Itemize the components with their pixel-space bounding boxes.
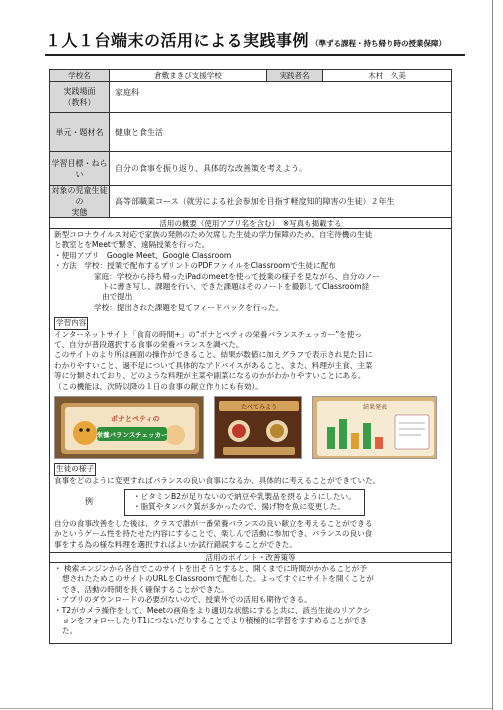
points-heading: 活用のポイント・改善策等 xyxy=(50,552,451,563)
content-section xyxy=(54,317,448,392)
content-line: て、自分が普段選択する食事の栄養バランスを調べた。 xyxy=(54,340,244,350)
example-line: ・脂質やタンパク質が多かったので、揚げ物を魚に変更した。 xyxy=(133,502,345,512)
food-select-screenshot xyxy=(214,396,302,459)
point-line: た。 xyxy=(62,626,78,636)
food-select-image xyxy=(215,397,302,459)
overview-intro-line: 新型コロナウイルス対応で家族の発熱のため欠席した生徒の学力保障のため、自宅待機の生徒 xyxy=(54,230,373,239)
content-line: わかりやすいこと、過不足について具体的なアドバイスがあること、また、料理が主食、主菜 xyxy=(54,360,373,370)
example-line: ・ビタミンB2が足りないので納豆や乳製品を摂るようにしたい。 xyxy=(133,491,356,501)
app-line: ・使用アプリ Google Meet、Google Classroom xyxy=(54,250,232,260)
target-row xyxy=(50,186,451,218)
scene-value: 家庭科 xyxy=(115,88,139,97)
food-card-text: たべてみよう xyxy=(240,404,278,412)
target-label-line2: 実態 xyxy=(71,208,88,217)
practice-sheet xyxy=(49,69,452,644)
header-row xyxy=(50,70,451,82)
target-value: 高等部職業コース（就労による社会参加を目指す軽度知的障害の生徒）２年生 xyxy=(115,197,395,206)
point-line: ・ 検索エンジンから各自でこのサイトを出そうとすると、開くまでに時間がかかることが予 xyxy=(54,563,367,573)
scene-label xyxy=(50,82,110,112)
unit-label: 単元・題材名 xyxy=(50,113,110,151)
example-block xyxy=(54,489,448,516)
overview-body xyxy=(50,229,451,552)
scene-row xyxy=(50,82,451,113)
student-line: 事をする為の様な料理を選択すればよいか試行錯誤することができた。 xyxy=(54,539,297,549)
page-bottom-edge xyxy=(0,708,492,709)
content-tag: 学習内容 xyxy=(54,317,88,329)
unit-value: 健康と食生活 xyxy=(115,127,163,137)
target-label-line1: 対象の児童生徒の xyxy=(51,186,108,206)
scene-label-line2: （教科） xyxy=(63,98,96,107)
student-line: 食事をどのように変更すればバランスの良い食事になるか、具体的に考えることができていた。 xyxy=(54,475,381,485)
result-image xyxy=(313,397,437,459)
point-line: ・アプリのダウンロードの必要がないので、授業外での活用も期待できる。 xyxy=(54,595,312,605)
school-label: 学校名 xyxy=(50,70,110,81)
result-title-text: 結果発表 xyxy=(362,404,388,412)
goal-value: 自分の食事を振り返り、具体的な改善策を考えよう。 xyxy=(115,164,307,173)
goal-label: 学習目標・ねらい xyxy=(50,152,110,185)
goal-row xyxy=(50,152,451,186)
unit-row xyxy=(50,113,451,152)
point-line: でき、活動の時間を長く確保することができた。 xyxy=(62,584,229,594)
person-label: 実践者名 xyxy=(267,70,323,81)
student-line: 自分の食事改善をした後は、クラスで誰が一番栄養バランスの良い献立を考えることができる xyxy=(54,518,373,528)
content-line: （この機能は、次時以降の１日の食事の献立作りにも有効）。 xyxy=(54,381,263,391)
student-line: かというゲーム性を持たせた内容にすることで、楽しんで活動に参加でき、バランスの良い食 xyxy=(54,529,373,539)
point-line: ・T2がカメラ操作をして、Meetの画角をより適切な状態にすると共に、該当生徒のリアクシ xyxy=(54,605,371,615)
title-main: １人１台端末の活用による実践事例 xyxy=(45,31,310,50)
page-title xyxy=(45,28,465,56)
game-title-text: 栄養バランスチェッカー xyxy=(96,431,168,440)
overview-heading: 活用の概要（使用アプリ名を含む） ※写真も掲載する xyxy=(50,218,451,229)
points-body xyxy=(50,563,451,643)
example-label: 例 xyxy=(85,497,93,507)
method-line: トに書き写し、課題を行い、できた課題はそのノートを撮影してClassroom経 xyxy=(102,282,370,292)
page-edge xyxy=(492,0,493,710)
target-label xyxy=(50,186,110,217)
title-sub: （準ずる課程・持ち帰り時の授業保障） xyxy=(311,39,447,48)
content-line: インターネットサイト「食育の時間+」の“ポナとペティの栄養バランスチェッカー”を使っ xyxy=(54,329,362,339)
checker-title-screenshot xyxy=(54,396,204,459)
game-logo-text: ポナとペティの xyxy=(111,415,160,424)
student-section xyxy=(54,463,448,550)
checker-title-image xyxy=(55,397,204,459)
student-tag: 生徒の様子 xyxy=(54,463,96,475)
scene-label-line1: 実践場面 xyxy=(63,87,96,96)
result-screenshot xyxy=(312,396,437,459)
screenshot-strip xyxy=(54,396,448,461)
point-line: 想されたためこのサイトのURLをClassroomで配布した。よってすぐにサイトを開くことが xyxy=(62,574,374,584)
person-name: 木村 久美 xyxy=(368,71,406,80)
example-box xyxy=(124,489,365,516)
point-line: ョンをフォローしたりT1につないだりすることでより積極的に学習をすすめることができ xyxy=(62,615,368,625)
overview-intro-line: と教室とをMeetで繋ぎ、遠隔授業を行った。 xyxy=(54,240,210,250)
method-line: 家庭：学校から持ち帰ったiPadのmeetを使って授業の様子を見ながら、自分のノー xyxy=(94,271,380,281)
method-line: ・方法 学校：授業で配布するプリントのPDFファイルをClassroomで生徒に配布 xyxy=(54,261,336,271)
method-line: 学校：提出された課題を見てフィードバックを行った。 xyxy=(94,302,284,312)
method-line: 由で提出 xyxy=(102,292,133,302)
content-line: 等に分類されており、どのような料理が主菜や副菜になるのかがわかりやすいことにある。 xyxy=(54,371,366,381)
content-line: このサイトのより所は画面の操作ができること、結果が数値に加えグラフで表示され見た目に xyxy=(54,350,373,360)
school-name: 倉敷まきび支援学校 xyxy=(110,70,267,81)
